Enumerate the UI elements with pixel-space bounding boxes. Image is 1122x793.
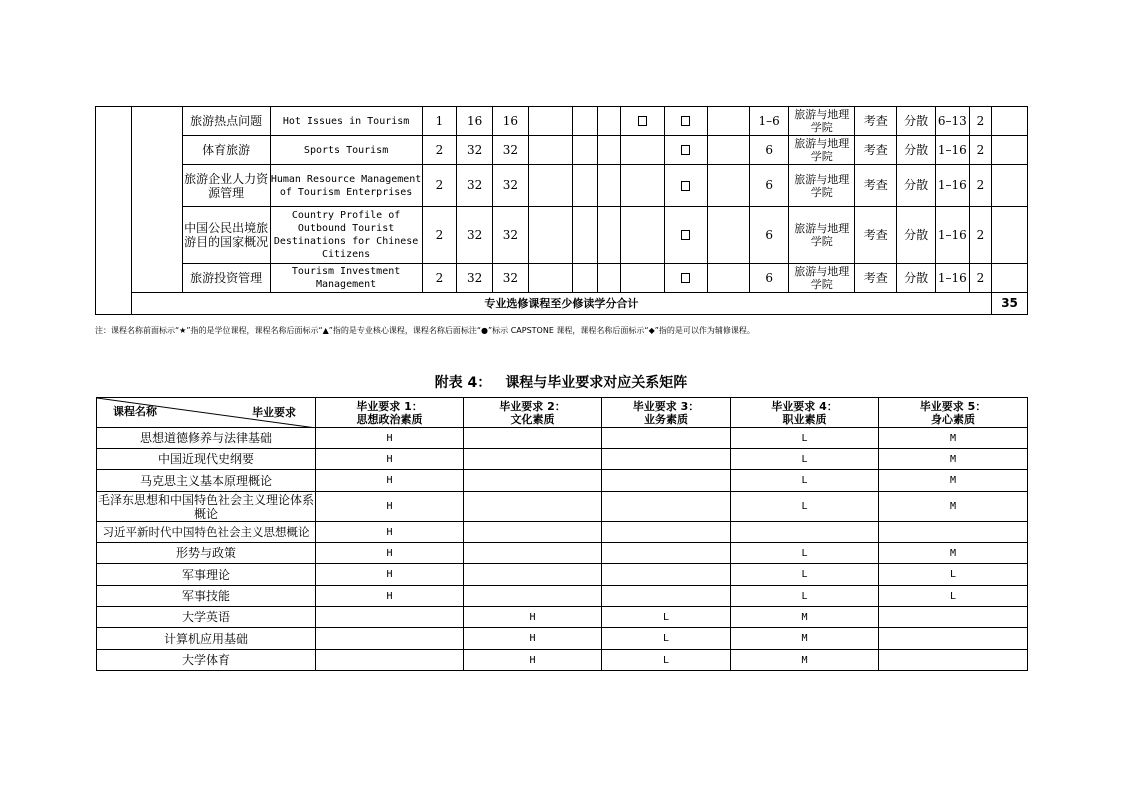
corner-requirement-label: 毕业要求 <box>252 406 296 419</box>
matrix-mark: H <box>316 492 464 522</box>
matrix-course-name: 军事技能 <box>97 586 316 607</box>
matrix-course-name: 形势与政策 <box>97 543 316 564</box>
matrix-mark: H <box>464 650 602 671</box>
semester: 6 <box>750 165 789 207</box>
matrix-mark: M <box>879 543 1028 564</box>
matrix-mark: L <box>602 650 731 671</box>
course-name: 旅游热点问题 <box>182 107 270 136</box>
matrix-row <box>97 492 1028 522</box>
course-name: 旅游企业人力资源管理 <box>182 165 270 207</box>
matrix-mark <box>464 586 602 607</box>
course-name: 旅游投资管理 <box>182 264 270 293</box>
matrix-row <box>97 607 1028 628</box>
matrix-mark <box>879 628 1028 650</box>
total-label: 专业选修课程至少修读学分合计 <box>131 293 991 315</box>
matrix-mark: L <box>879 586 1028 607</box>
course-english-name: Tourism Investment Management <box>270 264 422 293</box>
matrix-mark: H <box>316 586 464 607</box>
empty-cell <box>528 107 572 136</box>
matrix-title <box>0 374 1122 392</box>
checkbox-icon <box>681 116 690 126</box>
course-row <box>96 136 1028 165</box>
corner-header <box>97 398 316 428</box>
empty-cell <box>528 264 572 293</box>
credits: 2 <box>422 264 457 293</box>
assessment: 考查 <box>855 136 897 165</box>
empty-cell <box>572 207 598 264</box>
matrix-row <box>97 449 1028 470</box>
matrix-mark: M <box>879 492 1028 522</box>
course-row <box>96 264 1028 293</box>
empty-cell <box>528 207 572 264</box>
hours-theory: 16 <box>493 107 529 136</box>
requirement-header: 毕业要求 4： 职业素质 <box>731 398 879 428</box>
total-value: 35 <box>992 293 1028 315</box>
total-row <box>96 293 1028 315</box>
empty-cell <box>620 136 664 165</box>
department: 旅游与地理学院 <box>789 264 855 293</box>
matrix-course-name: 中国近现代史纲要 <box>97 449 316 470</box>
matrix-mark <box>602 564 731 586</box>
credits: 2 <box>422 165 457 207</box>
matrix-mark <box>464 522 602 543</box>
matrix-mark <box>316 650 464 671</box>
matrix-mark <box>464 449 602 470</box>
weekly-hours: 2 <box>969 207 991 264</box>
matrix-mark <box>602 449 731 470</box>
matrix-mark <box>464 564 602 586</box>
empty-cell <box>708 165 750 207</box>
checkbox-cell <box>620 107 664 136</box>
matrix-mark: L <box>731 543 879 564</box>
matrix-mark <box>602 522 731 543</box>
matrix-course-name: 计算机应用基础 <box>97 628 316 650</box>
matrix-mark <box>602 428 731 449</box>
credits: 2 <box>422 207 457 264</box>
matrix-mark: M <box>731 628 879 650</box>
matrix-mark: H <box>316 470 464 492</box>
matrix-mark <box>602 586 731 607</box>
empty-cell <box>708 107 750 136</box>
checkbox-icon <box>681 230 690 240</box>
course-name: 中国公民出境旅游目的国家概况 <box>182 207 270 264</box>
matrix-mark: L <box>731 564 879 586</box>
department: 旅游与地理学院 <box>789 165 855 207</box>
hours-total: 32 <box>457 165 493 207</box>
checkbox-cell <box>664 165 708 207</box>
department: 旅游与地理学院 <box>789 136 855 165</box>
matrix-mark: L <box>731 586 879 607</box>
matrix-row <box>97 543 1028 564</box>
weeks: 1–16 <box>936 136 970 165</box>
matrix-mark <box>316 628 464 650</box>
empty-cell <box>572 264 598 293</box>
empty-cell <box>708 264 750 293</box>
matrix-mark <box>464 492 602 522</box>
matrix-mark: M <box>879 449 1028 470</box>
elective-course-table <box>95 106 1028 315</box>
assessment: 考查 <box>855 207 897 264</box>
empty-cell <box>572 107 598 136</box>
empty-cell <box>528 136 572 165</box>
hours-theory: 32 <box>493 165 529 207</box>
empty-cell <box>572 165 598 207</box>
assessment: 考查 <box>855 165 897 207</box>
corner-course-label: 课程名称 <box>113 405 157 418</box>
matrix-row <box>97 650 1028 671</box>
matrix-mark <box>731 522 879 543</box>
empty-cell <box>620 165 664 207</box>
weeks: 1–16 <box>936 165 970 207</box>
matrix-mark <box>879 607 1028 628</box>
matrix-mark <box>879 650 1028 671</box>
mode: 分散 <box>897 165 936 207</box>
empty-cell <box>598 207 620 264</box>
matrix-mark: L <box>879 564 1028 586</box>
weeks: 1–16 <box>936 264 970 293</box>
mode: 分散 <box>897 207 936 264</box>
matrix-mark <box>464 543 602 564</box>
mode: 分散 <box>897 136 936 165</box>
empty-cell <box>528 165 572 207</box>
empty-cell <box>708 207 750 264</box>
empty-cell <box>992 107 1028 136</box>
matrix-mark: M <box>731 650 879 671</box>
assessment: 考查 <box>855 107 897 136</box>
checkbox-cell <box>664 136 708 165</box>
matrix-course-name: 毛泽东思想和中国特色社会主义理论体系概论 <box>97 492 314 521</box>
weekly-hours: 2 <box>969 165 991 207</box>
requirement-header: 毕业要求 1： 思想政治素质 <box>316 398 464 428</box>
matrix-mark: L <box>731 428 879 449</box>
matrix-row <box>97 586 1028 607</box>
requirement-header: 毕业要求 3： 业务素质 <box>602 398 731 428</box>
credits: 2 <box>422 136 457 165</box>
empty-cell <box>992 264 1028 293</box>
weekly-hours: 2 <box>969 136 991 165</box>
course-name: 体育旅游 <box>182 136 270 165</box>
matrix-mark: L <box>602 628 731 650</box>
matrix-mark <box>464 428 602 449</box>
weeks: 6–13 <box>936 107 970 136</box>
empty-cell <box>992 136 1028 165</box>
weekly-hours: 2 <box>969 264 991 293</box>
matrix-row <box>97 522 1028 543</box>
weekly-hours: 2 <box>969 107 991 136</box>
matrix-row <box>97 470 1028 492</box>
category-cell <box>96 107 132 315</box>
course-row <box>96 207 1028 264</box>
matrix-header-row <box>97 398 1028 428</box>
empty-cell <box>598 136 620 165</box>
matrix-mark <box>602 492 731 522</box>
matrix-row <box>97 564 1028 586</box>
matrix-title-prefix: 附表 4： <box>434 375 492 391</box>
matrix-row <box>97 628 1028 650</box>
empty-cell <box>598 264 620 293</box>
hours-total: 16 <box>457 107 493 136</box>
matrix-mark: M <box>879 470 1028 492</box>
empty-cell <box>598 107 620 136</box>
empty-cell <box>992 165 1028 207</box>
footnote: 注：课程名称前面标示“★”指的是学位课程，课程名称后面标示“▲”指的是专业核心课程，课程名称后面标注“●”标示 CAPSTONE 课程，课程名称后面标示“◆”指的是可以作为辅修课程。 <box>95 326 755 335</box>
matrix-course-name: 习近平新时代中国特色社会主义思想概论 <box>97 522 316 543</box>
matrix-mark: H <box>316 449 464 470</box>
matrix-mark: L <box>602 607 731 628</box>
matrix-course-name: 大学英语 <box>97 607 316 628</box>
matrix-mark <box>464 470 602 492</box>
checkbox-icon <box>638 116 647 126</box>
matrix-course-name: 思想道德修养与法律基础 <box>97 428 316 449</box>
checkbox-icon <box>681 273 690 283</box>
matrix-mark: M <box>879 428 1028 449</box>
hours-theory: 32 <box>493 136 529 165</box>
matrix-mark <box>879 522 1028 543</box>
semester: 6 <box>750 136 789 165</box>
department: 旅游与地理学院 <box>789 207 855 264</box>
matrix-course-name: 大学体育 <box>97 650 316 671</box>
empty-cell <box>620 264 664 293</box>
course-english-name: Sports Tourism <box>270 136 422 165</box>
matrix-mark: H <box>464 628 602 650</box>
matrix-mark: H <box>316 522 464 543</box>
credits: 1 <box>422 107 457 136</box>
checkbox-icon <box>681 145 690 155</box>
empty-cell <box>708 136 750 165</box>
requirement-matrix-table <box>96 397 1028 671</box>
hours-theory: 32 <box>493 264 529 293</box>
matrix-mark: L <box>731 449 879 470</box>
hours-total: 32 <box>457 136 493 165</box>
course-english-name: Human Resource Management of Tourism Enterprises <box>270 165 422 207</box>
empty-cell <box>992 207 1028 264</box>
course-english-name: Country Profile of Outbound Tourist Destinations for Chinese Citizens <box>270 207 422 264</box>
requirement-header: 毕业要求 2： 文化素质 <box>464 398 602 428</box>
matrix-mark: L <box>731 470 879 492</box>
course-row <box>96 165 1028 207</box>
subcategory-cell <box>131 107 182 293</box>
semester: 6 <box>750 207 789 264</box>
matrix-course-name: 军事理论 <box>97 564 316 586</box>
matrix-course-name: 马克思主义基本原理概论 <box>97 470 316 492</box>
hours-theory: 32 <box>493 207 529 264</box>
matrix-mark: L <box>731 492 879 522</box>
assessment: 考查 <box>855 264 897 293</box>
mode: 分散 <box>897 107 936 136</box>
department: 旅游与地理学院 <box>789 107 855 136</box>
matrix-mark <box>602 543 731 564</box>
matrix-mark: H <box>316 428 464 449</box>
course-english-name: Hot Issues in Tourism <box>270 107 422 136</box>
matrix-title-main: 课程与毕业要求对应关系矩阵 <box>505 375 688 391</box>
empty-cell <box>572 136 598 165</box>
matrix-mark: H <box>464 607 602 628</box>
requirement-header: 毕业要求 5： 身心素质 <box>879 398 1028 428</box>
mode: 分散 <box>897 264 936 293</box>
hours-total: 32 <box>457 264 493 293</box>
course-row <box>96 107 1028 136</box>
matrix-mark <box>602 470 731 492</box>
semester: 6 <box>750 264 789 293</box>
checkbox-cell <box>664 207 708 264</box>
matrix-row <box>97 428 1028 449</box>
empty-cell <box>620 207 664 264</box>
checkbox-icon <box>681 181 690 191</box>
semester: 1–6 <box>750 107 789 136</box>
checkbox-cell <box>664 264 708 293</box>
matrix-mark <box>316 607 464 628</box>
checkbox-cell <box>664 107 708 136</box>
empty-cell <box>598 165 620 207</box>
matrix-mark: H <box>316 564 464 586</box>
matrix-mark: H <box>316 543 464 564</box>
hours-total: 32 <box>457 207 493 264</box>
matrix-mark: M <box>731 607 879 628</box>
weeks: 1–16 <box>936 207 970 264</box>
